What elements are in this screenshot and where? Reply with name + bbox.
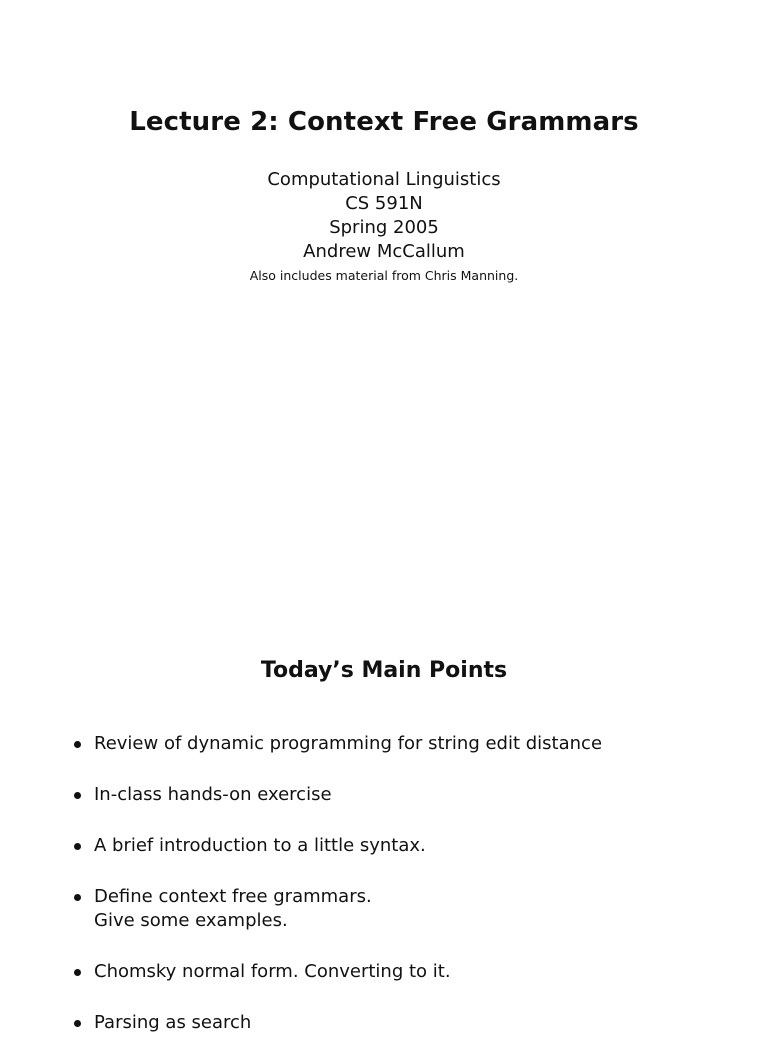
list-item [72,1011,732,1035]
list-item-text: Parsing as search [94,1012,252,1033]
course-name: Computational Linguistics [267,169,501,190]
section-title: Today’s Main Points [260,658,508,683]
list-item-text-continued: Give some examples. [94,910,288,931]
author: Andrew McCallum [303,241,465,262]
list-item-text: Define context free grammars. [94,886,372,907]
bullet-icon [74,969,81,976]
list-item-text: Chomsky normal form. Converting to it. [94,961,451,982]
list-item [72,960,732,984]
term: Spring 2005 [329,217,439,238]
list-item-text: Review of dynamic programming for string edit distance [94,733,603,754]
course-code: CS 591N [345,193,423,214]
list-item-text: A brief introduction to a little syntax. [94,835,426,856]
list-item [72,834,732,858]
bullet-icon [74,894,81,901]
list-item [72,783,732,807]
main-points-list [72,732,732,1062]
title-info-block [0,168,768,286]
bullet-icon [74,843,81,850]
list-item [72,732,732,756]
list-item-text: In-class hands-on exercise [94,784,332,805]
lecture-title: Lecture 2: Context Free Grammars [129,107,639,137]
credit-note: Also includes material from Chris Manning. [249,268,519,283]
bullet-icon [74,741,81,748]
list-item [72,885,732,933]
bullet-icon [74,792,81,799]
